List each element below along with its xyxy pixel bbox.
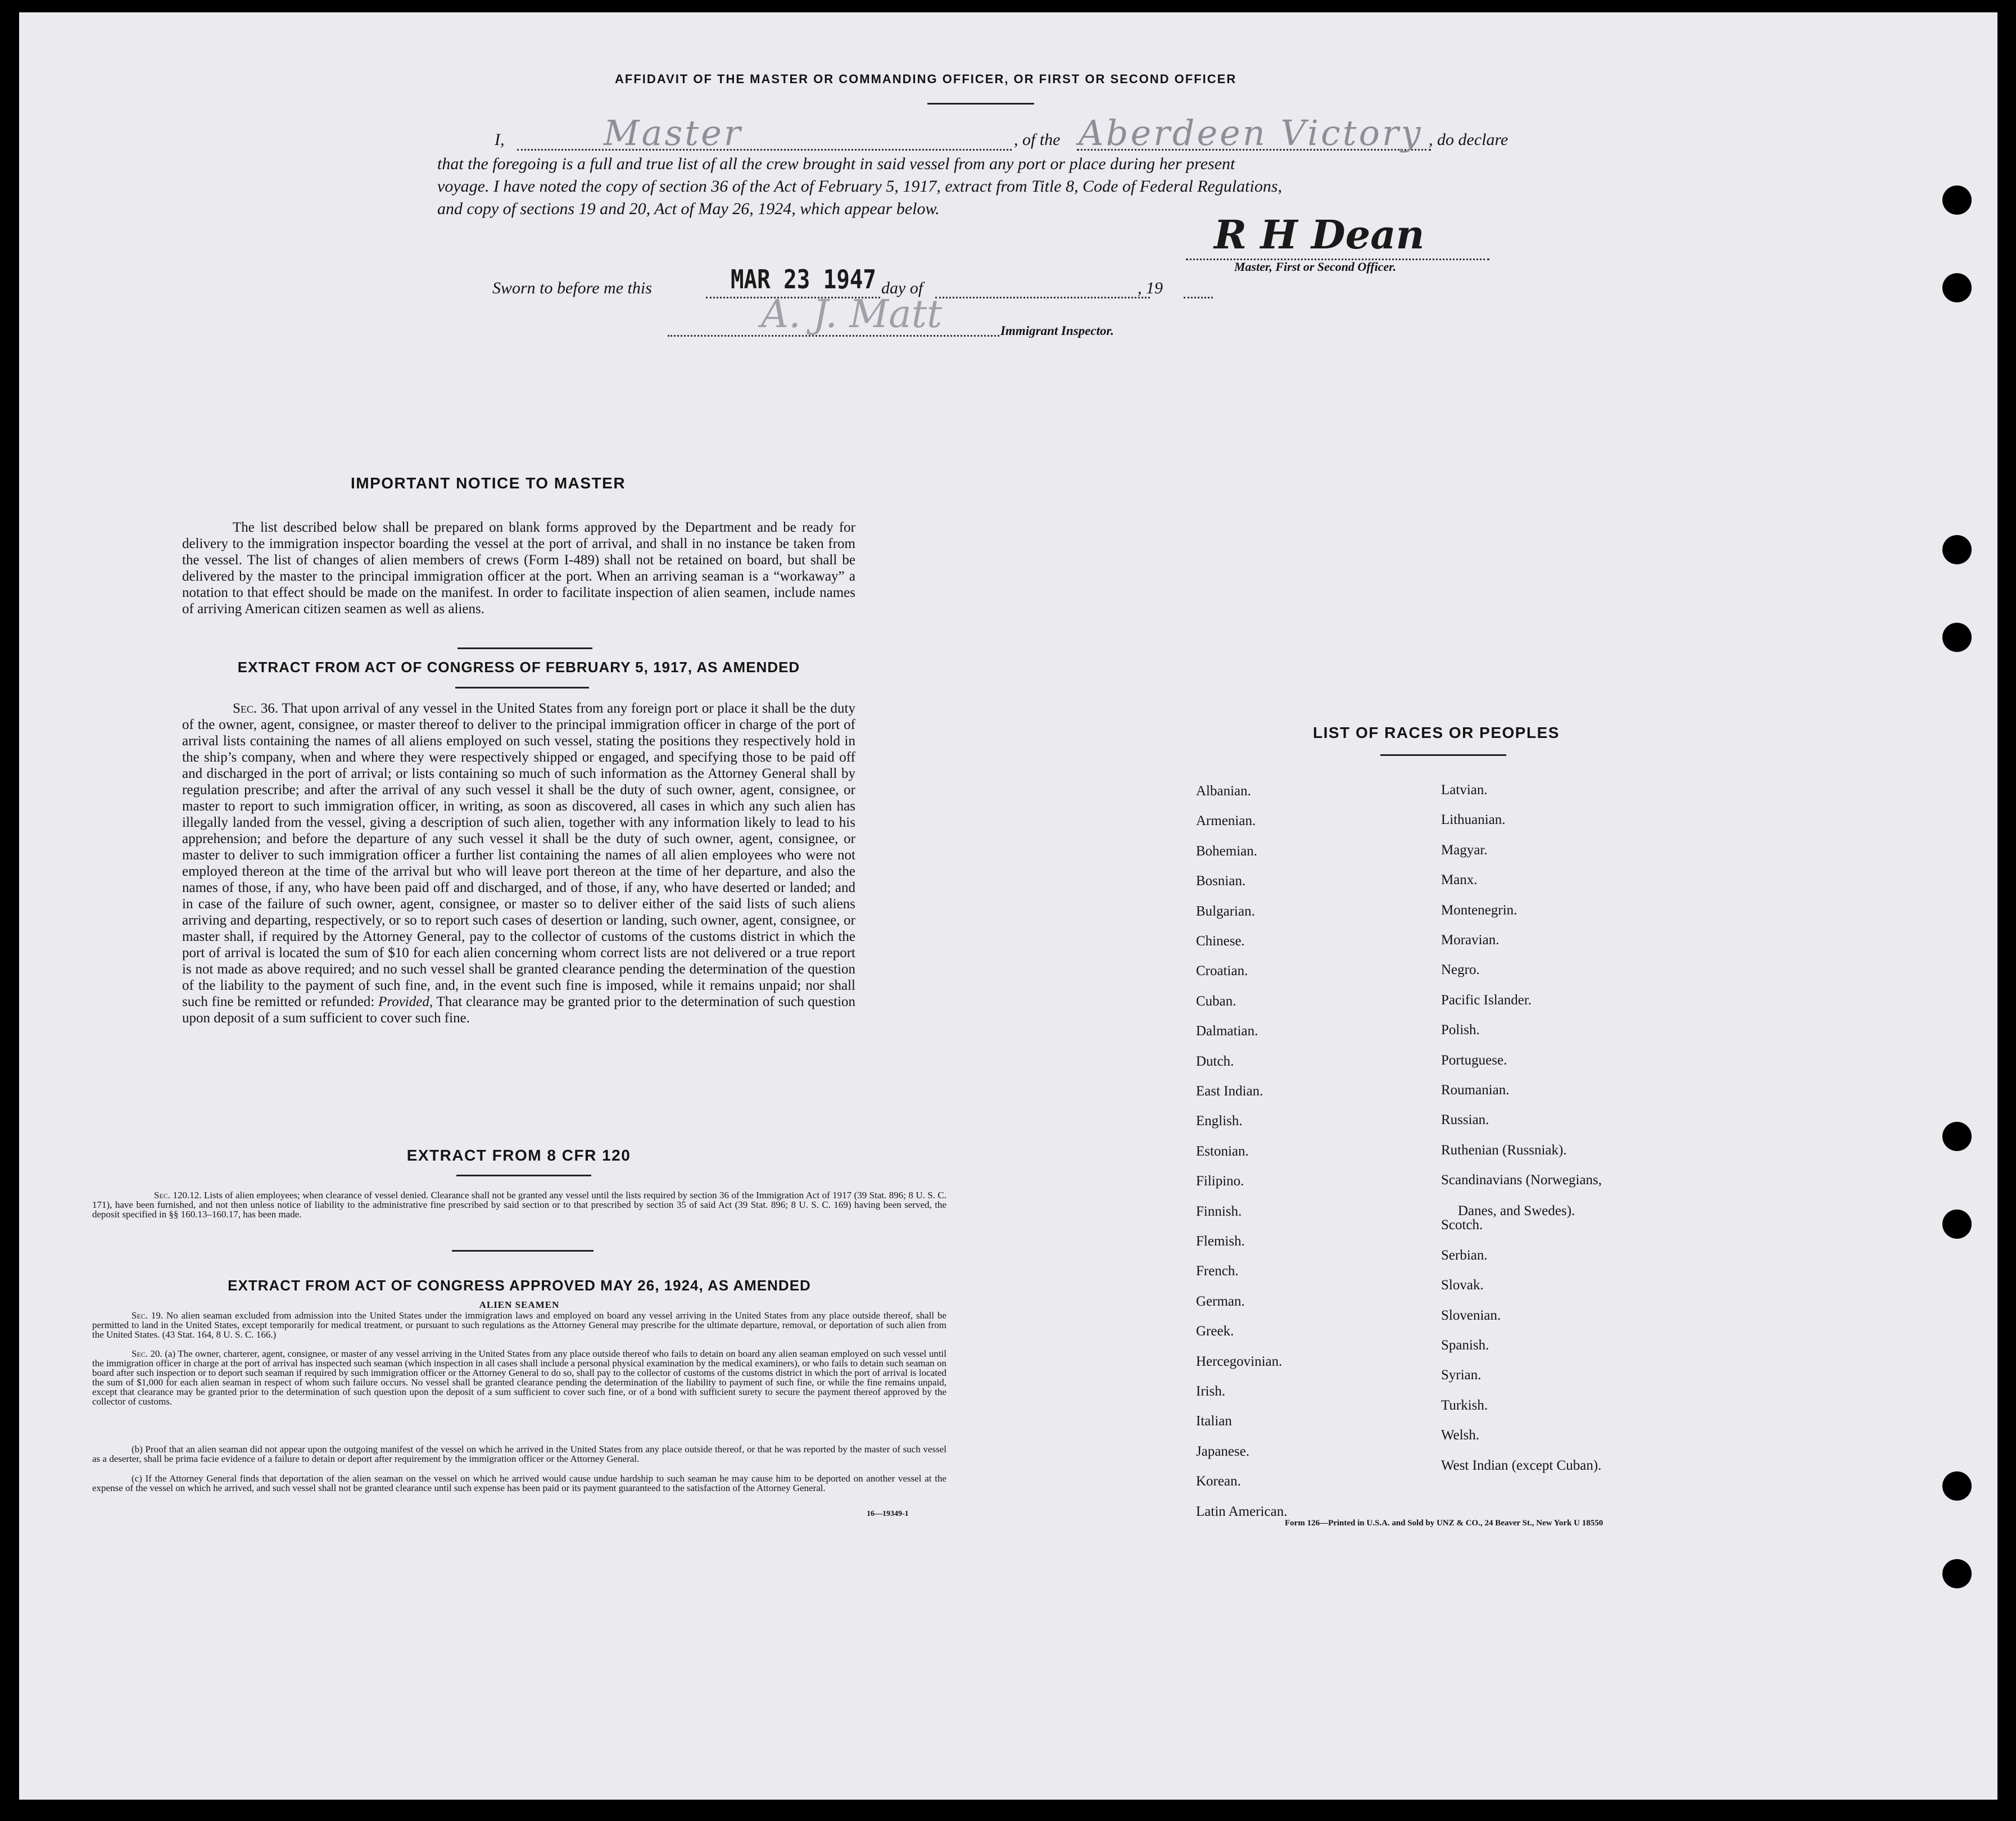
date-stamp: MAR 23 1947: [731, 264, 876, 295]
race-item: Latvian.: [1441, 782, 1488, 798]
race-item: Slovenian.: [1441, 1308, 1501, 1323]
race-item: Armenian.: [1196, 813, 1256, 828]
race-item: Magyar.: [1441, 842, 1488, 858]
race-item: English.: [1196, 1113, 1243, 1129]
year-line: [1184, 297, 1213, 298]
race-item: Chinese.: [1196, 934, 1245, 949]
race-item: Roumanian.: [1441, 1082, 1510, 1098]
extract-1917-rule: [455, 687, 589, 688]
race-item: Scotch.: [1441, 1217, 1483, 1233]
extract-1924-title: EXTRACT FROM ACT OF CONGRESS APPROVED MAY 26, 1924, AS AMENDED: [228, 1277, 811, 1294]
race-item: Montenegrin.: [1441, 903, 1517, 918]
race-item: Syrian.: [1441, 1367, 1482, 1383]
heading-rule: [927, 103, 1034, 105]
handwritten-vessel: Aberdeen Victory: [1079, 112, 1423, 153]
affidavit-of-the: , of the: [1014, 130, 1061, 149]
form-note: Form 126—Printed in U.S.A. and Sold by UNZ & CO., 24 Beaver St., New York U 18550: [1285, 1519, 1603, 1528]
extract-1917-title: EXTRACT FROM ACT OF CONGRESS OF FEBRUARY 5, 1917, AS AMENDED: [237, 659, 800, 676]
punch-hole: [1942, 535, 1972, 564]
nineteen-label: , 19: [1138, 279, 1163, 297]
race-item: Serbian.: [1441, 1248, 1488, 1263]
race-item: Moravian.: [1441, 932, 1499, 948]
race-item: Spanish.: [1441, 1338, 1489, 1353]
provided-word: Provided,: [378, 994, 433, 1009]
race-item: West Indian (except Cuban).: [1441, 1458, 1602, 1473]
race-item: Polish.: [1441, 1022, 1480, 1038]
race-item: Latin American.: [1196, 1504, 1288, 1519]
race-item: Lithuanian.: [1441, 812, 1506, 827]
sec-20b-body: (b) Proof that an alien seaman did not appear upon the outgoing manifest of the vessel on which he arrived in the United States from any place outside thereof, or that he was reported by the master of such vessel as a deserter, shall be prima facie evidence of a failure to detain or deport after requirement by the immigration officer or the Attorney General.: [92, 1444, 946, 1464]
sworn-label: Sworn to before me this: [492, 279, 652, 297]
day-of-label: day of: [881, 279, 923, 297]
sec-36-text: That upon arrival of any vessel in the United States from any foreign port or place it shall be the duty of the owner, agent, consignee, or master thereof to deliver to the principal immigration officer in charge of the port of arrival lists containing the names of all aliens employed on such vessel, stating the positions they respectively hold in the ship’s company, when and where they were respectively shipped or engaged, and specifying those to be paid off and discharged in the port of arrival; or lists containing so much of such information as the Attorney General shall by regulation prescribe; and after the arrival of any such vessel it shall be the duty of such owner, agent, consignee, or master to report to such immigration officer, in writing, as soon as discovered, all cases in which any such alien has illegally landed from the vessel, giving a description of such alien, together with any information likely to lead to his apprehension; and before the departure of any such vessel it shall be the duty of such owner, agent, consignee, or master to deliver to such immigration officer a further list containing the names of all alien employees who were not employed thereon at the time of the arrival but who will leave port thereon at the time of her departure, and also the names of those, if any, who have been paid off and discharged, and of those, if any, who have deserted or landed; and in case of the failure of such owner, agent, consignee, or master so to deliver either of the said lists of such aliens arriving and departing, respectively, or so to report such cases of desertion or landing, such owner, agent, consignee, or master shall, if required by the Attorney General, pay to the collector of customs of the customs district in which the port of arrival is located the sum of $10 for each alien concerning whom correct lists are not delivered or a true report is not made as above required; and no such vessel shall be granted clearance pending the determination of the question of the liability to the payment of such fine, and, in the event such fine is imposed, while it remains unpaid; nor shall such fine be remitted or refunded:: [182, 701, 855, 1009]
print-code: 16—19349-1: [867, 1510, 909, 1518]
sec-19-label: Sec. 19.: [132, 1310, 164, 1321]
race-item: Finnish.: [1196, 1204, 1242, 1219]
race-item: Albanian.: [1196, 783, 1251, 799]
race-item: Slovak.: [1441, 1278, 1484, 1293]
race-item: Hercegovinian.: [1196, 1354, 1283, 1369]
race-item: Welsh.: [1441, 1428, 1480, 1443]
document-page: [19, 12, 1997, 1800]
race-item: Greek.: [1196, 1324, 1234, 1339]
race-item: Pacific Islander.: [1441, 993, 1532, 1008]
master-caption: Master, First or Second Officer.: [1234, 260, 1397, 274]
race-item: East Indian.: [1196, 1084, 1263, 1099]
notice-body: The list described below shall be prepared on blank forms approved by the Department and be ready for delivery to the immigration inspector boarding the vessel at the port of arrival, and shall in no instance be taken from the vessel. The list of changes of alien members of crews (Form I-489) shall not be retained on board, but shall be delivered by the master to the principal immigration officer at the port. When an arriving seaman is a “workaway” a notation to that effect should be made on the manifest. In order to facilitate inspection of alien seamen, include names of arriving American citizen seamen as well as aliens.: [182, 520, 855, 617]
sec-19-body: [92, 1311, 946, 1339]
extract-cfr-body: [92, 1190, 946, 1219]
sec-20a-text: (a) The owner, charterer, agent, consignee, or master of any vessel arriving in the United States from any place outside thereof who fails to detain on board any alien seaman employed on such vessel until the immigration officer in charge at the port of arrival has inspected such seaman (which inspection in all cases shall include a personal physical examination by the medical examiners), or who fails to detain such seaman on board after such inspection or to deport such seaman if required by such immigration officer or the Attorney General to do so, shall pay to the collector of customs of the customs district in which the port of arrival is located the sum of $1,000 for each alien seaman in respect of whom such failure occurs. No vessel shall be granted clearance pending the determination of the liability to payment of such fine, or while the fine remains unpaid, except that clearance may be granted prior to the determination of such question upon the deposit of a sum sufficient to cover such fine, or of a bond with sufficient surety to secure the payment thereof approved by the collector of customs.: [92, 1348, 947, 1407]
race-item: Croatian.: [1196, 963, 1248, 979]
master-signature: R H Dean: [1214, 211, 1425, 258]
punch-hole: [1942, 1122, 1972, 1151]
race-item: Cuban.: [1196, 994, 1236, 1009]
alien-seamen-subtitle: ALIEN SEAMEN: [479, 1299, 560, 1310]
race-item: Dalmatian.: [1196, 1023, 1258, 1039]
race-item: Dutch.: [1196, 1054, 1234, 1069]
race-item: German.: [1196, 1294, 1245, 1309]
race-item: Scandinavians (Norwegians,: [1441, 1172, 1602, 1188]
punch-hole: [1942, 1471, 1972, 1501]
races-title: LIST OF RACES OR PEOPLES: [1313, 724, 1560, 741]
sec-20-label: Sec. 20.: [132, 1348, 162, 1359]
punch-hole: [1942, 623, 1972, 652]
race-item: Portuguese.: [1441, 1053, 1507, 1068]
name-line: [517, 149, 1012, 151]
punch-hole: [1942, 1559, 1972, 1588]
punch-hole: [1942, 1210, 1972, 1239]
extract-cfr-rule: [456, 1175, 591, 1176]
handwritten-name: Master: [604, 112, 743, 153]
race-item: Filipino.: [1196, 1174, 1244, 1189]
affidavit-do-declare: , do declare: [1429, 130, 1508, 149]
affidavit-line-2: that the foregoing is a full and true list of all the crew brought in said vessel from any port or place during her present: [437, 155, 1235, 173]
sec-19-text: No alien seaman excluded from admission into the United States under the immigration laws and employed on board any vessel arriving in the United States from any place outside thereof, shall be permitted to land in the United States, except temporarily for medical treatment, or pursuant to such regulations as the Attorney General may prescribe for the ultimate departure, removal, or deportation of such alien from the United States. (43 Stat. 164, 8 U. S. C. 166.): [92, 1310, 947, 1340]
sec-20a-body: [92, 1349, 946, 1406]
notice-title: IMPORTANT NOTICE TO MASTER: [351, 474, 626, 492]
inspector-line: [668, 335, 999, 337]
sec-36-text-end: That clearance may be granted prior to the determination of such question upon deposit of a sum sufficient to cover such fine.: [182, 994, 856, 1026]
inspector-signature: A. J. Matt: [761, 292, 943, 337]
race-item: French.: [1196, 1263, 1239, 1279]
race-item: Italian: [1196, 1414, 1232, 1429]
race-item: Korean.: [1196, 1474, 1241, 1489]
sec-120-label: Sec. 120.12.: [154, 1190, 202, 1201]
month-line: [935, 297, 1150, 298]
affidavit-heading: AFFIDAVIT OF THE MASTER OR COMMANDING OFFICER, OR FIRST OR SECOND OFFICER: [615, 72, 1237, 86]
race-item: Irish.: [1196, 1384, 1226, 1399]
race-item: Bulgarian.: [1196, 904, 1255, 919]
race-item: Estonian.: [1196, 1144, 1249, 1159]
sec-20c-body: (c) If the Attorney General finds that deportation of the alien seaman on the vessel on which he arrived would cause undue hardship to such seaman he may cause him to be deported on another vessel at the expense of the vessel on which he arrived, and such vessel shall not be granted clearance until such expense has been paid or its payment guaranteed to the satisfaction of the Attorney General.: [92, 1473, 946, 1493]
race-item: Turkish.: [1441, 1398, 1488, 1413]
race-item: Danes, and Swedes).: [1458, 1203, 1575, 1218]
punch-hole: [1942, 273, 1972, 302]
races-rule: [1380, 754, 1506, 756]
affidavit-i-label: I,: [495, 130, 505, 149]
inspector-caption: Immigrant Inspector.: [1000, 324, 1114, 338]
race-item: Negro.: [1441, 962, 1480, 977]
extract-1917-body: [182, 700, 855, 1026]
race-item: Bohemian.: [1196, 844, 1258, 859]
race-item: Flemish.: [1196, 1234, 1245, 1249]
extract-1924-rule: [452, 1250, 594, 1252]
affidavit-line-4: and copy of sections 19 and 20, Act of May 26, 1924, which appear below.: [437, 200, 940, 218]
notice-rule: [457, 647, 592, 649]
race-item: Bosnian.: [1196, 873, 1246, 889]
punch-hole: [1942, 185, 1972, 215]
race-item: Ruthenian (Russniak).: [1441, 1143, 1567, 1158]
race-item: Japanese.: [1196, 1444, 1250, 1459]
sec-120-text: Lists of alien employees; when clearance of vessel denied. Clearance shall not be granted any vessel until the lists required by section 36 of the Immigration Act of 1917 (39 Stat. 896; 8 U. S. C. 171), have been furnished, and not then unless notice of liability to the administrative fine prescribed by said section or to that prescribed by section 35 of said Act (39 Stat. 896; 8 U. S. C. 169) having been served, the deposit specified in §§ 160.13–160.17, has been made.: [92, 1190, 946, 1220]
extract-cfr-title: EXTRACT FROM 8 CFR 120: [406, 1147, 631, 1164]
race-item: Manx.: [1441, 872, 1478, 887]
race-item: Russian.: [1441, 1112, 1489, 1127]
sec-36-label: Sec. 36.: [233, 701, 279, 716]
affidavit-line-3: voyage. I have noted the copy of section 36 of the Act of February 5, 1917, extract from Title 8, Code of Federal Regulations,: [437, 177, 1283, 196]
